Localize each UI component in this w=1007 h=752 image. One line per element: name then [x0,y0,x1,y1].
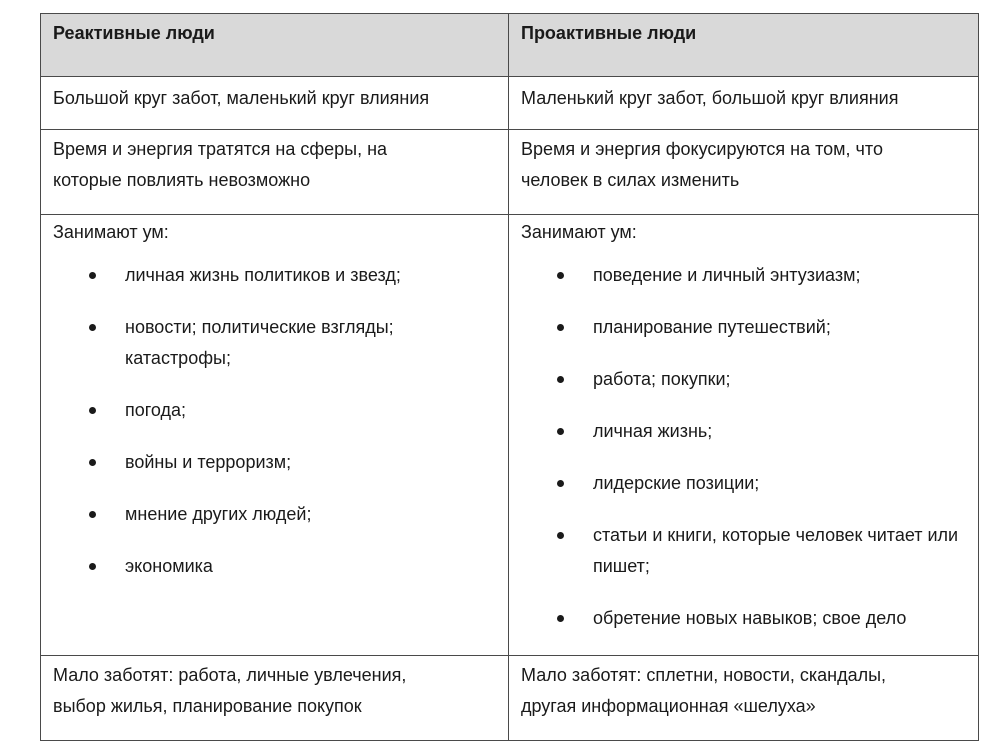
proactive-care-line1: Мало заботят: сплетни, новости, скандалы, [521,665,887,685]
header-proactive: Проактивные люди [509,14,979,77]
reactive-energy-line2: которые повлиять невозможно [53,170,311,190]
reactive-list-item [53,447,496,478]
reactive-energy-line1: Время и энергия тратятся на сферы, на [53,139,388,159]
reactive-mind-title: Занимают ум: [53,222,169,242]
reactive-list-item [53,312,496,374]
proactive-list-item-text: обретение новых навыков; свое дело [593,608,907,628]
bullet-icon [557,324,564,331]
reactive-list-item [53,499,496,530]
bullet-icon [557,480,564,487]
proactive-list-item [521,416,966,447]
proactive-mind-list [521,260,966,634]
cell-proactive-mind [509,215,979,656]
cell-reactive-care [41,656,509,741]
reactive-care-line1: Мало заботят: работа, личные увлечения, [53,665,407,685]
reactive-list-item-text: войны и терроризм; [125,452,292,472]
cell-proactive-care [509,656,979,741]
bullet-icon [89,407,96,414]
bullet-icon [89,511,96,518]
proactive-energy-line1: Время и энергия фокусируются на том, что [521,139,883,159]
bullet-icon [557,428,564,435]
bullet-icon [557,532,564,539]
reactive-list-item [53,260,496,291]
bullet-icon [557,376,564,383]
reactive-list-item-text: личная жизнь политиков и звезд; [125,265,401,285]
table-row-energy [41,130,979,215]
bullet-icon [89,459,96,466]
proactive-list-item [521,603,966,634]
table-row-care [41,656,979,741]
cell-proactive-energy [509,130,979,215]
reactive-list-item-text: экономика [125,556,213,576]
table-row-mind [41,215,979,656]
proactive-energy-line2: человек в силах изменить [521,170,740,190]
proactive-list-item [521,260,966,291]
cell-reactive-circle: Большой круг забот, маленький круг влияния [41,77,509,130]
proactive-list-item-text: планирование путешествий; [593,317,831,337]
header-row [41,14,979,77]
bullet-icon [89,563,96,570]
proactive-list-item-text: лидерские позиции; [593,473,760,493]
proactive-care-line2: другая информационная «шелуха» [521,696,816,716]
proactive-list-item [521,364,966,395]
bullet-icon [557,615,564,622]
proactive-mind-title: Занимают ум: [521,222,637,242]
bullet-icon [89,272,96,279]
reactive-list-item-text: погода; [125,400,187,420]
reactive-list-item-text: мнение других людей; [125,504,312,524]
proactive-list-item [521,520,966,582]
reactive-mind-list [53,260,496,582]
cell-reactive-energy [41,130,509,215]
proactive-list-item-text: статьи и книги, которые человек читает или пишет; [593,525,959,576]
table-row-circle [41,77,979,130]
cell-proactive-circle: Маленький круг забот, большой круг влияния [509,77,979,130]
proactive-list-item [521,468,966,499]
reactive-list-item-text: новости; политические взгляды; катастрофы; [125,317,394,368]
proactive-list-item [521,312,966,343]
reactive-care-line2: выбор жилья, планирование покупок [53,696,362,716]
bullet-icon [89,324,96,331]
cell-reactive-mind [41,215,509,656]
reactive-list-item [53,551,496,582]
header-reactive: Реактивные люди [41,14,509,77]
reactive-list-item [53,395,496,426]
proactive-list-item-text: поведение и личный энтузиазм; [593,265,861,285]
comparison-table [40,13,979,741]
bullet-icon [557,272,564,279]
proactive-list-item-text: личная жизнь; [593,421,713,441]
proactive-list-item-text: работа; покупки; [593,369,731,389]
